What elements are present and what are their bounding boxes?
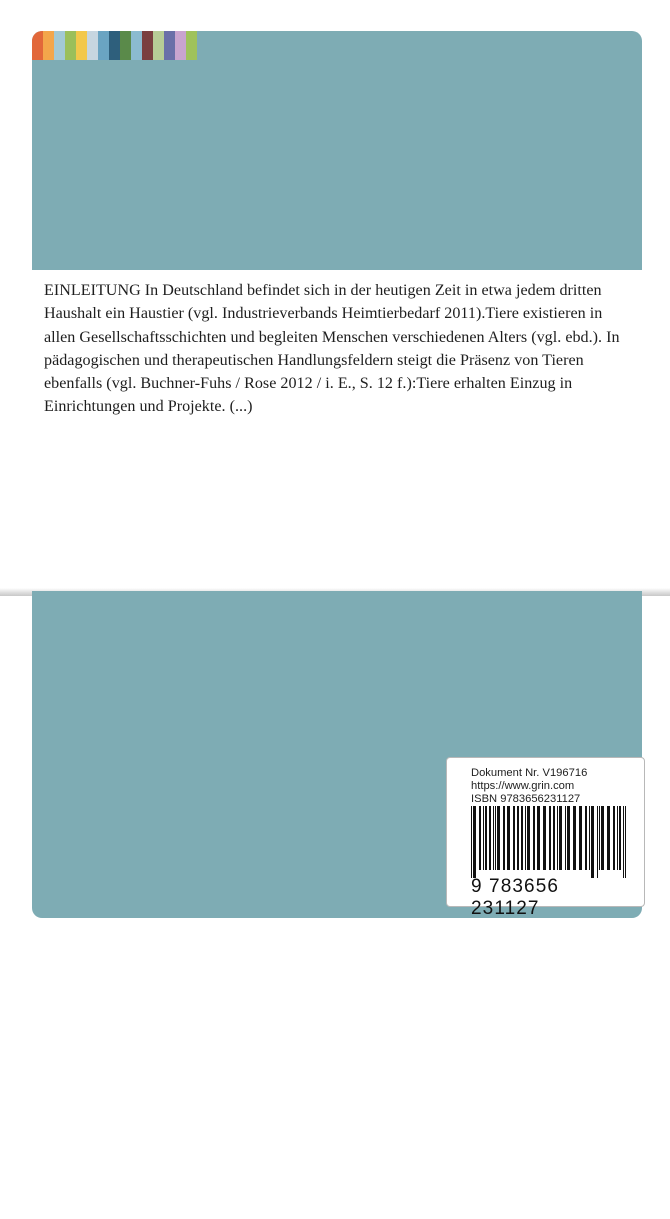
barcode-bar: [483, 806, 484, 870]
top-color-panel: [32, 31, 642, 270]
color-stripe: [142, 31, 153, 60]
color-stripe: [120, 31, 131, 60]
color-stripe: [109, 31, 120, 60]
color-stripe: [76, 31, 87, 60]
color-stripe: [87, 31, 98, 60]
barcode-bar: [557, 806, 558, 870]
color-stripe: [98, 31, 109, 60]
color-stripes: [32, 31, 197, 60]
barcode-bar: [553, 806, 555, 870]
isbn-text: ISBN 9783656231127: [471, 793, 581, 805]
barcode-bar: [513, 806, 515, 870]
color-stripe: [43, 31, 54, 60]
barcode-bar: [521, 806, 523, 870]
barcode-bar: [517, 806, 519, 870]
barcode-bar: [493, 806, 494, 870]
barcode-bar: [607, 806, 610, 870]
barcode-bar: [567, 806, 570, 870]
barcode-bar: [479, 806, 481, 870]
barcode-bar: [613, 806, 615, 870]
color-stripe: [164, 31, 175, 60]
color-stripe: [54, 31, 65, 60]
barcode-image: [471, 806, 629, 878]
barcode-bar: [623, 806, 624, 878]
barcode-bar: [559, 806, 562, 870]
barcode-bar: [507, 806, 510, 870]
color-stripe: [131, 31, 142, 60]
barcode-bar: [485, 806, 487, 870]
barcode-bar: [625, 806, 626, 878]
barcode-bar: [589, 806, 590, 870]
color-stripe: [175, 31, 186, 60]
barcode-bar: [549, 806, 551, 870]
barcode-bar: [597, 806, 598, 878]
barcode-box: [446, 757, 645, 919]
color-stripe: [186, 31, 197, 60]
barcode-bar: [591, 806, 594, 878]
barcode-bar: [543, 806, 546, 870]
color-stripe: [153, 31, 164, 60]
barcode-bar: [537, 806, 540, 870]
website-label[interactable]: www.grin.com: [482, 1199, 600, 1218]
color-stripe: [32, 31, 43, 60]
barcode-bar: [503, 806, 505, 870]
barcode-bar: [489, 806, 491, 870]
barcode-bar: [601, 806, 604, 870]
publisher-url: https://www.grin.com: [471, 780, 575, 792]
barcode-bar: [617, 806, 618, 870]
barcode-bar: [585, 806, 587, 870]
barcode-bar: [573, 806, 576, 870]
barcode-bar: [619, 806, 621, 870]
color-stripe: [65, 31, 76, 60]
barcode-bar: [525, 806, 526, 870]
barcode-bar: [599, 806, 600, 870]
barcode-bar: [533, 806, 535, 870]
document-number: Dokument Nr. V196716: [471, 767, 588, 779]
barcode-digits: 9 783656 231127: [471, 876, 560, 919]
barcode-bar: [471, 806, 472, 878]
barcode-bar: [473, 806, 476, 878]
barcode-bar: [579, 806, 582, 870]
blurb-text: EINLEITUNG In Deutschland befindet sich in der heutigen Zeit in etwa jedem dritten Haushalt ein Haustier (vgl. Industrieverbands Heimtierbedarf 2011).Tiere existieren in allen Gesellschaftsschichten und begleiten Menschen verschiedenen Alters (vgl. ebd.). In pädagogischen und therapeutischen Handlungsfeldern steigt die Präsenz von Tieren ebenfalls (vgl. Buchner-Fuhs / Rose 2012 / i. E., S. 12 f.):Tiere erhalten Einzug in Einrichtungen und Projekte. (...): [44, 282, 620, 416]
barcode-bar: [495, 806, 496, 870]
barcode-bar: [497, 806, 500, 870]
barcode-bar: [527, 806, 530, 870]
barcode-bar: [565, 806, 566, 870]
